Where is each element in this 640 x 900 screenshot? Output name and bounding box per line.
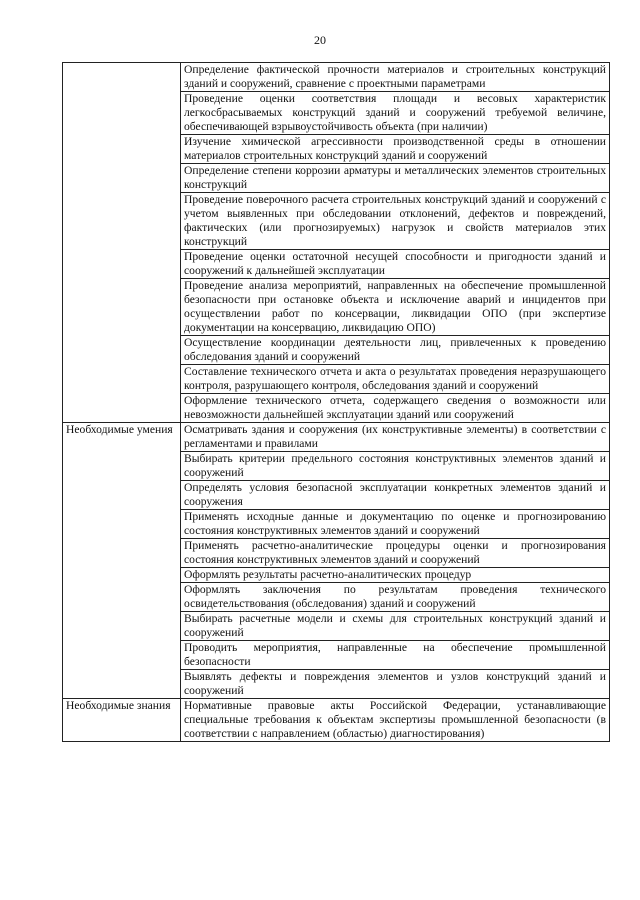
table-cell: Оформлять результаты расчетно-аналитических процедур [181, 568, 610, 583]
table-cell: Проведение поверочного расчета строительных конструкций зданий и сооружений с учетом выявленных при обследовании отклонений, дефектов и повреждений, фактических (или прогнозируемых) нагрузок и свойств материалов этих конструкций [181, 193, 610, 250]
table-row [63, 699, 610, 742]
table-cell: Проведение оценки соответствия площади и весовых характеристик легкосбрасываемых конструкций зданий и сооружений требуемой величине, обеспечивающей взрывоустойчивость объекта (при наличии) [181, 92, 610, 135]
table-row [63, 423, 610, 452]
page-number: 20 [314, 33, 326, 47]
table-cell: Нормативные правовые акты Российской Федерации, устанавливающие специальные требования к объектам экспертизы промышленной безопасности (в соответствии с направлением (областью) диагностирования) [181, 699, 610, 742]
table-cell: Определение фактической прочности материалов и строительных конструкций зданий и сооружений, сравнение с проектными параметрами [181, 63, 610, 92]
section-label: Необходимые знания [63, 699, 181, 742]
section-label: Необходимые умения [63, 423, 181, 699]
table-cell: Осуществление координации деятельности лиц, привлеченных к проведению обследования зданий и сооружений [181, 336, 610, 365]
table-cell: Выбирать критерии предельного состояния конструктивных элементов зданий и сооружений [181, 452, 610, 481]
table-cell: Проведение оценки остаточной несущей способности и пригодности зданий и сооружений к дальнейшей эксплуатации [181, 250, 610, 279]
table-cell: Осматривать здания и сооружения (их конструктивные элементы) в соответствии с регламентами и правилами [181, 423, 610, 452]
table-row [63, 63, 610, 92]
table-cell: Составление технического отчета и акта о результатах проведения неразрушающего контроля, разрушающего контроля, обследования зданий и сооружений [181, 365, 610, 394]
table-cell: Применять исходные данные и документацию по оценке и прогнозированию состояния конструктивных элементов зданий и сооружений [181, 510, 610, 539]
competency-table-body [63, 63, 610, 742]
table-cell: Изучение химической агрессивности производственной среды в отношении материалов строительных конструкций зданий и сооружений [181, 135, 610, 164]
table-cell: Выбирать расчетные модели и схемы для строительных конструкций зданий и сооружений [181, 612, 610, 641]
table-cell: Оформлять заключения по результатам проведения технического освидетельствования (обследования) зданий и сооружений [181, 583, 610, 612]
table-cell: Применять расчетно-аналитические процедуры оценки и прогнозирования состояния конструктивных элементов зданий и сооружений [181, 539, 610, 568]
section-label [63, 63, 181, 423]
table-cell: Проведение анализа мероприятий, направленных на обеспечение промышленной безопасности при остановке объекта и исключение аварий и инцидентов при осуществлении работ по консервации, ликвидации ОПО (при экспертизе документации на консервацию, ликвидацию ОПО) [181, 279, 610, 336]
competency-table [62, 62, 610, 742]
table-cell: Оформление технического отчета, содержащего сведения о возможности или невозможности дальнейшей эксплуатации зданий или сооружений [181, 394, 610, 423]
table-cell: Определение степени коррозии арматуры и металлических элементов строительных конструкций [181, 164, 610, 193]
table-cell: Проводить мероприятия, направленные на обеспечение промышленной безопасности [181, 641, 610, 670]
table-cell: Выявлять дефекты и повреждения элементов и узлов конструкций зданий и сооружений [181, 670, 610, 699]
table-cell: Определять условия безопасной эксплуатации конкретных элементов зданий и сооружения [181, 481, 610, 510]
